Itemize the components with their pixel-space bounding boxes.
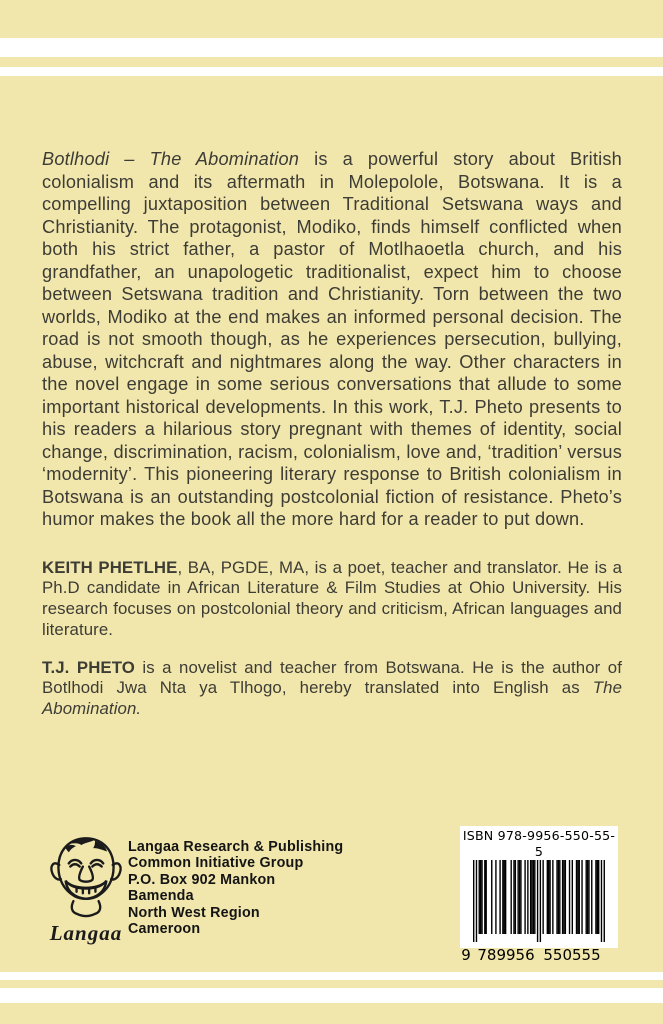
top-stripe-thick: [0, 38, 663, 57]
barcode-bars: [473, 860, 605, 942]
author-bio-body: is a novelist and teacher from Botswana. He is the author of Botlhodi Jwa Nta ya Tlhogo, hereby translated into English as: [42, 657, 622, 698]
synopsis-paragraph: [42, 148, 622, 531]
translated-title-italic: The Abomination.: [42, 678, 622, 719]
translator-bio-paragraph: [42, 558, 622, 641]
top-stripe-thin: [0, 67, 663, 76]
publisher-address: [128, 839, 343, 937]
langaa-logotype: Langaa: [49, 921, 123, 945]
barcode-graphic: [460, 860, 618, 964]
publisher-line: Bamenda: [128, 888, 194, 905]
translator-name: KEITH PHETLHE: [42, 557, 178, 577]
bottom-stripe-thin: [0, 972, 663, 980]
book-title-italic: Botlhodi – The Abomination: [42, 149, 300, 169]
back-cover-text: [42, 148, 622, 720]
publisher-line: Cameroon: [128, 921, 201, 938]
synopsis-body: is a powerful story about British colonialism and its aftermath in Molepolole, Botswana. It is a compelling juxtaposition between Traditional Setswana ways and Christianity. The protagonist, Modiko, finds himself conflicted when both his strict father, a pastor of Motlhaoetla church, and his grandfather, an unapologetic traditionalist, expect him to choose between Setswana tradition and Christianity. Torn between the two worlds, Modiko at the end makes an informed personal decision. The road is not smooth though, as he experiences persecution, bullying, abuse, witchcraft and nightmares along the way. Other characters in the novel engage in some serious conversations that allude to some important historical developments. In this work, T.J. Pheto presents to his readers a hilarious story pregnant with themes of identity, social change, discrimination, racism, colonialism, love and, ‘tradition’ versus ‘modernity’. This pioneering literary response to British colonialism in Botswana is an outstanding postcolonial fiction of resistance. Pheto’s humor makes the book all the more hard for a reader to put down.: [42, 149, 622, 529]
isbn-label: ISBN 978-9956-550-55-5: [462, 828, 616, 859]
barcode-digits-right: 550555: [543, 946, 601, 964]
bottom-stripe-thick: [0, 988, 663, 1003]
barcode-digit-lead: 9: [461, 946, 471, 964]
langaa-logo: [44, 832, 128, 946]
translator-bio-body: , BA, PGDE, MA, is a poet, teacher and translator. He is a Ph.D candidate in African Literature & Film Studies at Ohio University. His research focuses on postcolonial theory and criticism, African languages and literature.: [42, 557, 622, 639]
publisher-line: Common Initiative Group: [128, 855, 304, 872]
barcode-digits-left: 789956: [477, 946, 535, 964]
author-name: T.J. PHETO: [42, 657, 135, 677]
publisher-line: North West Region: [128, 904, 260, 921]
publisher-line: Langaa Research & Publishing: [128, 839, 344, 855]
isbn-barcode: [460, 826, 618, 964]
author-bio-paragraph: [42, 658, 622, 720]
publisher-line: P.O. Box 902 Mankon: [128, 871, 276, 888]
